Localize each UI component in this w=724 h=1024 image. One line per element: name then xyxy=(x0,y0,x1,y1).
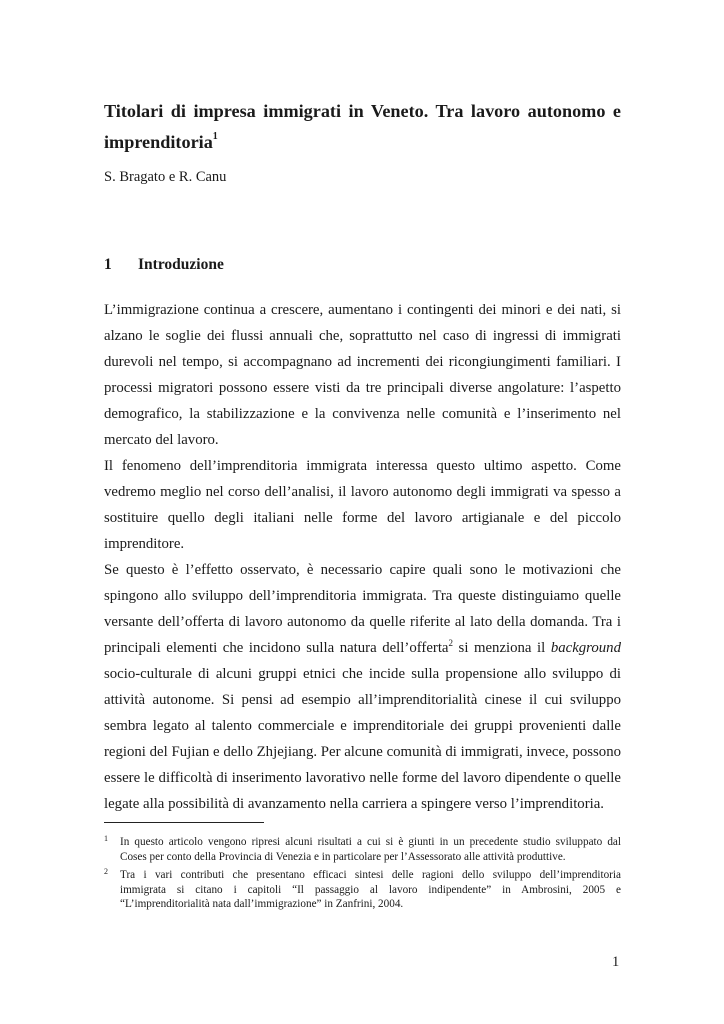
body-line: essere le difficoltà di inserimento lavorativo nelle forme del lavoro dipendente o quelle xyxy=(104,770,621,786)
body-line: sostituire quello degli italiani nelle forme del lavoro artigianale e del piccolo xyxy=(104,510,621,526)
body-line: vedremo meglio nel corso dell’analisi, il lavoro autonomo degli immigrati va spesso a xyxy=(104,484,621,500)
footnote-number: 2 xyxy=(104,867,108,877)
footnote-number: 1 xyxy=(104,834,108,843)
section-number: 1 xyxy=(104,256,112,273)
section-heading xyxy=(104,256,224,274)
line13-part1: principali elementi che incidono sulla natura dell’offerta xyxy=(104,640,449,656)
body-line: sembra legato al talento commerciale e imprenditoriale dei gruppi provenienti dalle xyxy=(104,718,621,734)
body-line: Il fenomeno dell’imprenditoria immigrata interessa questo ultimo aspetto. Come xyxy=(104,458,621,474)
document-title xyxy=(104,96,621,158)
body-line: Se questo è l’effetto osservato, è necessario capire quali sono le motivazioni che xyxy=(104,562,621,578)
body-line: durevoli nel tempo, si accompagnano ad incrementi dei ricongiungimenti familiari. I xyxy=(104,354,621,370)
footnote-1 xyxy=(104,835,621,864)
body-line: attività autonome. Si pensi ad esempio all’imprenditorialità cinese il cui sviluppo xyxy=(104,692,621,708)
body-line: demografico, la stabilizzazione e la convivenza nelle comunità e l’inserimento nel xyxy=(104,406,621,422)
footnotes xyxy=(104,835,621,916)
footnote-line: “L’imprenditorialità nata dall’immigrazione” in Zanfrini, 2004. xyxy=(120,898,404,911)
body-line: L’immigrazione continua a crescere, aumentano i contingenti dei minori e dei nati, si xyxy=(104,302,621,318)
title-line-1: Titolari di impresa immigrati in Veneto. Tra lavoro autonomo e xyxy=(104,101,621,121)
body-line: socio-culturale di alcuni gruppi etnici che incide sulla propensione allo sviluppo di xyxy=(104,666,621,682)
body-line: processi migratori possono essere visti da tre principali diverse angolature: l’aspetto xyxy=(104,380,621,396)
authors: S. Bragato e R. Canu xyxy=(104,169,227,185)
body-line: imprenditore. xyxy=(104,536,185,552)
body-line: mercato del lavoro. xyxy=(104,432,219,448)
footnote-line: Tra i vari contributi che presentano efficaci sintesi delle ragioni dello sviluppo dell’imprenditoria xyxy=(120,869,621,882)
footnote-line: immigrata si citano i capitoli “Il passaggio al lavoro indipendente” in Ambrosini, 2005 e xyxy=(120,883,621,896)
title-line-2 xyxy=(104,127,621,158)
body-line: spingono allo sviluppo dell’imprenditoria immigrata. Tra queste distinguiamo quelle xyxy=(104,588,621,604)
line13-part2: si menziona il xyxy=(453,640,551,656)
body-line-with-footnote xyxy=(104,635,621,661)
footnote-line: In questo articolo vengono ripresi alcuni risultati a cui si è giunti in un precedente studio sviluppato dal xyxy=(120,836,621,848)
section-title: Introduzione xyxy=(138,256,224,273)
footnote-ref-2[interactable]: 2 xyxy=(448,638,453,649)
title-line-2-text: imprenditoria xyxy=(104,132,213,152)
line13-italic: background xyxy=(550,640,621,656)
body-line: regioni del Fujian e dello Zhjejiang. Per alcune comunità di immigrati, invece, possono xyxy=(104,744,621,760)
body-text xyxy=(104,297,621,817)
title-footnote-ref[interactable]: 1 xyxy=(212,130,218,142)
footnote-separator xyxy=(104,822,264,823)
footnote-line: Coses per conto della Provincia di Venezia e in particolare per l’Assessorato alle attività produttive. xyxy=(120,850,566,863)
footnote-2 xyxy=(104,868,621,912)
body-line: legate alla possibilità di avanzamento nella carriera a spingere verso l’imprenditoria. xyxy=(104,796,605,812)
body-line: alzano le soglie dei flussi annuali che, soprattutto nel caso di ingressi di immigrati xyxy=(104,328,621,344)
page-number: 1 xyxy=(612,954,620,970)
body-line: versante dell’offerta di lavoro autonomo da quelle riferite al lato della domanda. Tra i xyxy=(104,614,621,630)
